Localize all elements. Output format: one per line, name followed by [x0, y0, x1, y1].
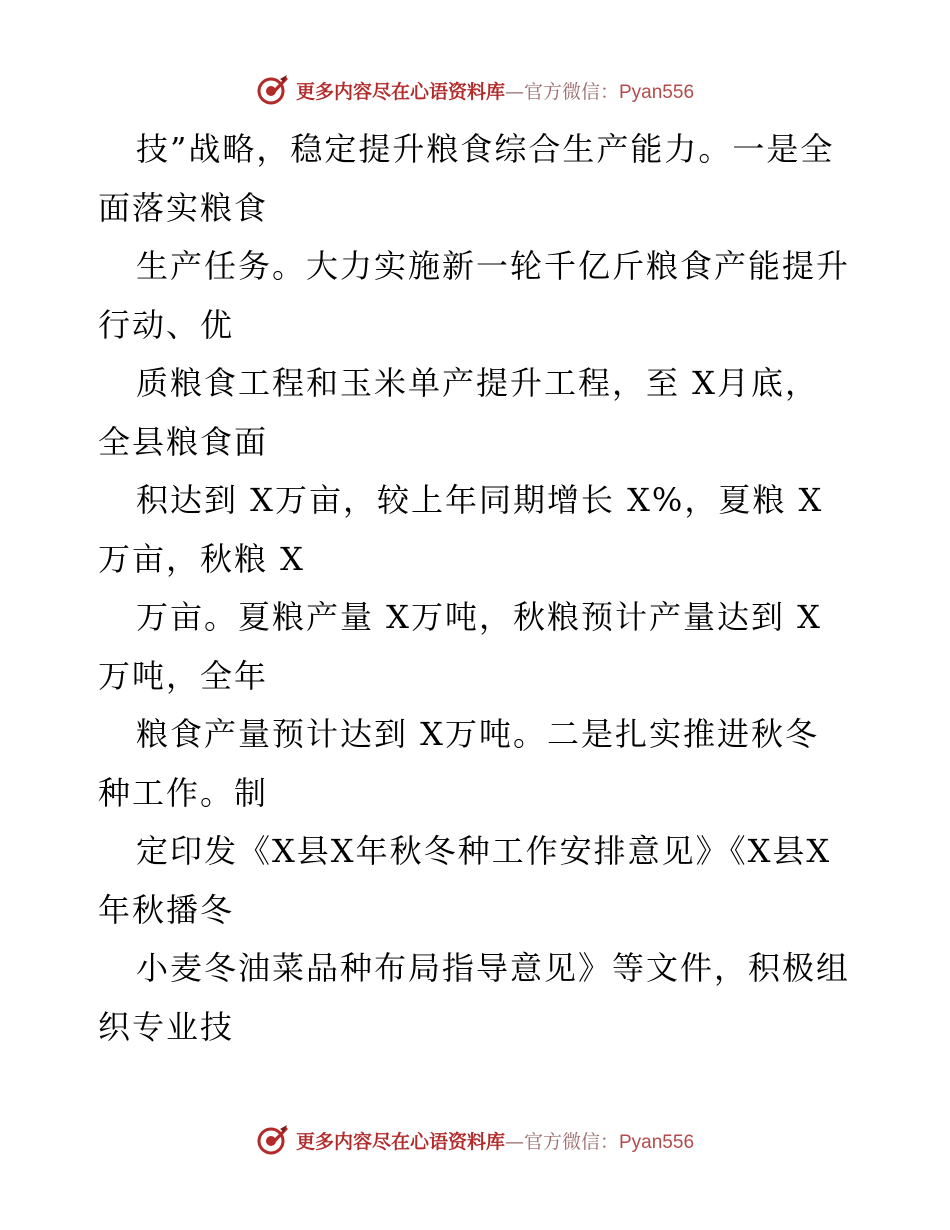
text-line: 万亩。夏粮产量 X万吨，秋粮预计产量达到 X — [136, 598, 822, 636]
text-line: 全县粮食面 — [98, 422, 269, 461]
text-line: 生产任务。大力实施新一轮千亿斤粮食产能提升 — [136, 247, 851, 285]
text-line: 积达到 X万亩，较上年同期增长 X%，夏粮 X — [136, 481, 824, 519]
watermark-official-text: 官方微信： — [523, 1130, 619, 1153]
watermark-text — [296, 77, 694, 104]
watermark-wechat-id: Pyan556 — [619, 1131, 695, 1153]
text-line: 面落实粮食 — [98, 188, 269, 227]
text-line: 万亩，秋粮 X — [98, 539, 305, 578]
text-line: 技”战略，稳定提升粮食综合生产能力。一是全 — [136, 130, 835, 168]
text-line: 万吨，全年 — [98, 656, 269, 695]
watermark-site-text: 更多内容尽在心语资料库 — [295, 80, 505, 103]
watermark-separator: — — [504, 1130, 524, 1153]
text-line: 行动、优 — [98, 305, 235, 344]
quill-logo-icon — [256, 1123, 290, 1157]
text-line: 粮食产量预计达到 X万吨。二是扎实推进秋冬 — [136, 715, 819, 753]
watermark-header — [0, 70, 950, 110]
watermark-text — [296, 1127, 694, 1154]
text-line: 小麦冬油菜品种布局指导意见》等文件，积极组 — [136, 949, 851, 987]
text-line: 种工作。制 — [98, 773, 269, 812]
quill-logo-icon — [256, 73, 290, 107]
watermark-separator: — — [504, 80, 524, 103]
watermark-footer — [0, 1120, 950, 1160]
text-line: 织专业技 — [98, 1007, 235, 1046]
watermark-official-text: 官方微信： — [523, 80, 619, 103]
watermark-site-text: 更多内容尽在心语资料库 — [295, 1130, 505, 1153]
document-body — [98, 120, 898, 1056]
text-line: 年秋播冬 — [98, 890, 235, 929]
watermark-wechat-id: Pyan556 — [619, 81, 695, 103]
text-line: 质粮食工程和玉米单产提升工程，至 X月底， — [136, 364, 819, 402]
text-line: 定印发《X县X年秋冬种工作安排意见》《X县X — [136, 832, 832, 870]
